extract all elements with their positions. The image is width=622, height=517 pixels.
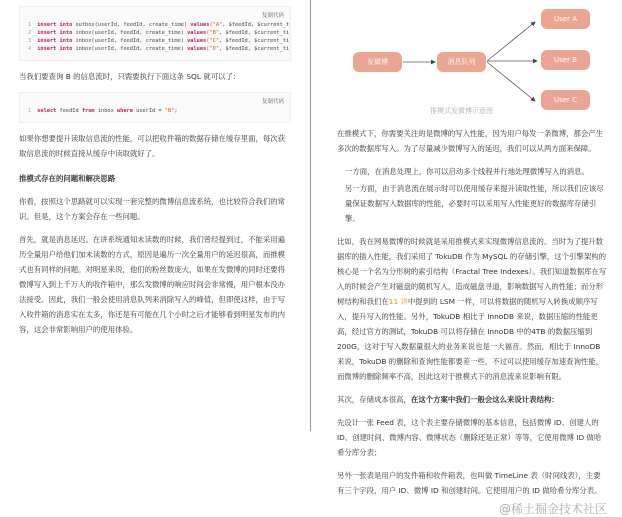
line-number: 4	[28, 46, 32, 52]
code-text: inbox(userId, feedId, create_time)	[72, 46, 188, 52]
text: 中提到的 LSM 一样，可以将数据的随机写入转换成顺序写入，提升写入的性能。另外，TokuDB 相比于 InnoDB 来说，数据压缩的性能更高，经过官方的测试，TokuDB 可以将存储在 InnoDB 中的4TB 的数据压缩到 200G，这对于写入数据量很大的业务来说也是一大福音。然而，相比于 InnoDB 来说，TokuDB 的删除和查询性能都要差一些，不过可以使用缓存加速查询性能，而微博的删除频率不高，因此这对于推模式下的消息流来说影响有限。	[337, 297, 604, 381]
code-text: , $feedId, $current_ti	[219, 46, 290, 52]
list-item: 另一方面，由于消息流在展示时可以使用缓存来提升读取性能，所以我们应该尽量保证数据写入数据库的性能，必要时可以采用写入性能更好的数据库存储引擎。	[345, 184, 604, 223]
paragraph: 先设计一张 Feed 表，这个表主要存储微博的基本信息，包括微博 ID、创建人的 ID、创建时间、微博内容、微博状态（删除还是正常）等等，它使用微博 ID 做哈希分库分表；	[337, 418, 602, 457]
string: "B"	[164, 108, 175, 114]
copy-code-button[interactable]: 复制代码	[261, 13, 284, 19]
line-number: 2	[28, 30, 32, 36]
keyword: select	[37, 108, 57, 114]
code-text: outbox(userId, feedId, create_time)	[72, 22, 191, 28]
section-heading: 推模式存在的问题和解决思路	[19, 174, 116, 183]
keyword: where	[116, 108, 133, 114]
string: ("C"	[206, 38, 220, 44]
code-block-insert	[19, 6, 291, 61]
diagram-node-user-a: User A	[541, 9, 590, 29]
list-item: 一方面，在消息处理上，你可以启动多个线程并行地处理微博写入的消息。	[345, 167, 589, 176]
keyword: values	[190, 22, 210, 28]
code-text: , $feedId, $current_t	[222, 22, 290, 28]
right-page	[337, 0, 607, 517]
bold-text: 在这个方案中我们一般会这么来设计表结构：	[410, 395, 559, 404]
code-line	[28, 46, 289, 52]
paragraph: 你看，按照这个思路就可以实现一套完整的微博信息流系统，也比较符合我们的常识。但是，这个方案会存在一些问题。	[19, 197, 286, 221]
code-text: inbox	[94, 108, 117, 114]
diagram-node-post: 发微博	[353, 52, 402, 72]
line-number: 1	[28, 22, 32, 28]
paragraph	[337, 392, 607, 407]
paragraph: 如果你想要提升读取信息流的性能，可以把收件箱的数据存储在缓存里面，每次获取信息流的时候直接从缓存中读取就好了。	[19, 134, 286, 158]
string: ("B"	[206, 30, 220, 36]
code-line	[28, 30, 289, 36]
paragraph: 在推模式下，你需要关注的是微博的写入性能，因为用户每发一条微博，都会产生多次的数据库写入。为了尽量减少微博写入的延迟，我们可以从两方面来保障。	[337, 129, 604, 153]
code-text: userId =	[132, 108, 165, 114]
keyword: values	[187, 30, 207, 36]
code-block-select	[19, 92, 291, 123]
keyword: values	[187, 38, 207, 44]
paragraph	[337, 234, 607, 384]
line-number: 1	[28, 108, 32, 114]
lesson-link[interactable]: 11 讲	[388, 297, 408, 306]
code-text: inbox(userId, feedId, create_time)	[72, 30, 188, 36]
keyword: insert into	[37, 30, 73, 36]
code-line	[28, 38, 289, 44]
diagram-caption: 推模式发微博示意图	[430, 107, 493, 115]
paragraph: 另外一张表是用户的发件箱和收件箱表，也叫做 TimeLine 表（时间线表），主要有三个字段，用户 ID、微博 ID 和创建时间。它使用用户的 ID 做哈希分库分表。	[337, 471, 602, 495]
code-text: inbox(userId, feedId, create_time)	[72, 38, 188, 44]
paragraph: 当我们要查询 B 的信息流时，只需要执行下面这条 SQL 就可以了：	[19, 72, 241, 81]
diagram-node-queue: 消息队列	[437, 52, 486, 72]
keyword: insert into	[37, 46, 73, 52]
keyword: values	[187, 46, 207, 52]
code-text: feedId	[56, 108, 82, 114]
code-text: , $feedId, $current_ti	[219, 30, 290, 36]
string: ("A"	[209, 22, 223, 28]
paragraph: 首先，就是消息延迟。在讲系统通知未读数的时候，我们曾经提到过，不能采用遍历全量用户给他们加未读数的方式，原因是遍历一次全量用户的延迟很高，而推模式也有同样的问题。对明星来说，他们的粉丝数庞大，如果在发微博的同时还要将微博写入到上千万人的收件箱中，那么发微博的响应时间会非常慢，用户根本没办法接受。因此，我们一般会使用消息队列来消除写入的峰值，但即使这样，由于写入收件箱的消息实在太多，你还是有可能在几个小时之后才能够看到明星发布的内容，这会非常影响用户的使用体验。	[19, 235, 286, 334]
copy-code-button[interactable]: 复制代码	[261, 99, 284, 105]
arrow	[487, 22, 535, 61]
diagram-node-user-b: User B	[541, 50, 590, 70]
diagram-node-user-c: User C	[541, 90, 590, 110]
code-text: , $feedId, $current_ti	[219, 38, 290, 44]
keyword: from	[81, 108, 95, 114]
code-line	[28, 108, 178, 114]
keyword: insert into	[37, 22, 73, 28]
left-page	[19, 0, 291, 337]
string: ("D"	[206, 46, 220, 52]
code-text: ;	[174, 108, 178, 114]
keyword: insert into	[37, 38, 73, 44]
text: 比如，我在网易微博的时候就是采用推模式来实现微博信息流的。当时为了提升数据库的插入性能，我们采用了 TokuDB 作为 MySQL 的存储引擎，这个引擎架构的核心是一个名为分形树的索引结构（Fractal Tree Indexes）。我们知道数据库在写入的时候会产生对磁盘的随机写入，造成磁盘寻道，影响数据写入的性能；而分形树结构和我们在	[337, 237, 607, 306]
arrow	[487, 62, 535, 101]
watermark: @稀土掘金技术社区	[498, 502, 607, 516]
text: 其次，存储成本很高，	[337, 395, 411, 404]
push-model-diagram	[337, 0, 607, 118]
code-line	[28, 22, 289, 28]
line-number: 3	[28, 38, 32, 44]
